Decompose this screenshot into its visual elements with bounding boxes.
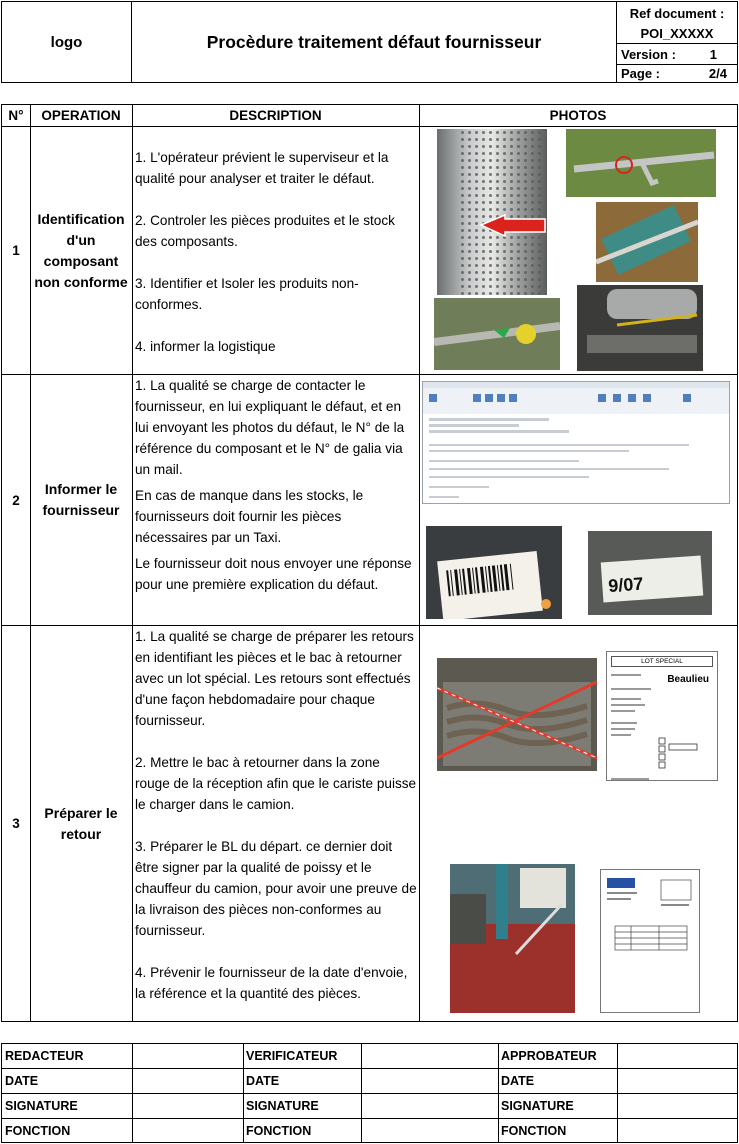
approval-row <box>2 1044 737 1069</box>
description-step: 4. Prévenir le fournisseur de la date d'envoie, la référence et la quantité des pièces. <box>135 965 408 1001</box>
date-label: DATE <box>5 1074 39 1088</box>
header-operation: OPERATION <box>30 105 132 127</box>
red-zone-drawing <box>450 864 575 1013</box>
photo-component-closeup <box>596 202 698 282</box>
delivery-note-drawing <box>601 870 700 1013</box>
approval-row <box>2 1119 737 1144</box>
red-arrow-icon <box>437 129 547 295</box>
verificateur-label: VERIFICATEUR <box>246 1049 338 1063</box>
description-step: Le fournisseur doit nous envoyer une réponse pour une première explication du défaut. <box>135 556 412 592</box>
approval-row <box>2 1094 737 1119</box>
header-photos: PHOTOS <box>419 105 737 127</box>
page-row <box>617 65 737 83</box>
document-header <box>1 1 738 83</box>
description-step: 1. La qualité se charge de préparer les retours en identifiant les pièces et le bac à retourner avec un lot spécial. Les retours sont effectués d'une façon hebdomadaire pour chaque fournisseur. <box>135 629 414 728</box>
description-step: En cas de manque dans les stocks, le fournisseurs doit fournir les pièces nécessaires par un Taxi. <box>135 488 364 545</box>
assembly-drawing <box>434 298 560 370</box>
photo-return-crate <box>437 658 597 771</box>
ref-value: POI_XXXXX <box>617 24 737 44</box>
signature-label: SIGNATURE <box>5 1099 78 1113</box>
machine-drawing <box>577 285 703 371</box>
document-reference-block <box>617 2 737 82</box>
rod-drawing <box>566 129 716 197</box>
version-value: 1 <box>709 47 717 62</box>
photo-part-label <box>588 531 712 615</box>
document-title: Procèdure traitement défaut fournisseur <box>132 2 617 82</box>
signature-label: SIGNATURE <box>246 1099 319 1113</box>
sheet-form-drawing <box>607 670 718 781</box>
version-row <box>617 44 737 65</box>
barcode-label-drawing <box>426 526 562 619</box>
photo-email-screenshot <box>422 381 730 504</box>
crate-drawing <box>437 658 597 771</box>
row-number: 1 <box>12 243 20 258</box>
page-value: 2/4 <box>708 66 727 81</box>
description-step: 2. Mettre le bac à retourner dans la zone rouge de la réception afin que le cariste puisse le charger dans le camion. <box>135 755 417 812</box>
column-divider <box>419 105 420 1021</box>
ref-label: Ref document : <box>629 6 725 21</box>
date-label: DATE <box>501 1074 535 1088</box>
signature-label: SIGNATURE <box>501 1099 574 1113</box>
closeup-drawing <box>596 202 698 282</box>
approval-row <box>2 1069 737 1094</box>
email-drawing <box>423 382 730 504</box>
description-step: 1. La qualité se charge de contacter le fournisseur, en lui expliquant le défaut, et en lui envoyant les photos du défaut, le N° de la référence du composant et le N° de galia via un mail. <box>135 378 405 477</box>
photo-assembly-yellow <box>434 298 560 370</box>
version-label: Version : <box>621 47 676 62</box>
photo-perforated-part <box>437 129 547 295</box>
photo-delivery-note <box>600 869 700 1013</box>
header-description: DESCRIPTION <box>132 105 419 127</box>
label-number: 9/07 <box>607 573 645 597</box>
operation-description <box>132 147 419 374</box>
photo-special-lot-sheet <box>606 651 718 781</box>
approval-table <box>1 1043 738 1143</box>
operation-title: Préparer le retour <box>44 804 118 842</box>
photo-part-on-machine <box>577 285 703 371</box>
approbateur-label: APPROBATEUR <box>501 1049 597 1063</box>
procedure-table <box>1 104 738 1022</box>
sheet-title: LOT SPECIAL <box>611 656 713 667</box>
sheet-brand: Beaulieu <box>667 674 709 685</box>
header-number: N° <box>2 105 30 127</box>
operation-description <box>132 626 419 1021</box>
operation-title: Identification d'un composant non conforme <box>34 210 128 290</box>
fonction-label: FONCTION <box>501 1124 567 1138</box>
fonction-label: FONCTION <box>5 1124 71 1138</box>
operation-title: Informer le fournisseur <box>42 481 120 518</box>
description-step: 4. informer la logistique <box>135 339 276 354</box>
date-label: DATE <box>246 1074 280 1088</box>
page-label: Page : <box>621 66 661 81</box>
description-step: 1. L'opérateur prévient le superviseur et la qualité pour analyser et traiter le défaut. <box>135 150 389 186</box>
photo-barcode-label <box>426 526 562 619</box>
photo-rod-component <box>566 129 716 197</box>
operation-description <box>132 375 419 625</box>
description-step: 3. Préparer le BL du départ. ce dernier doit être signer par la qualité de poissy et le chauffeur du camion, pour avoir une preuve de la livraison des pièces non-conformes au fournisseur. <box>135 839 417 938</box>
description-step: 2. Controler les pièces produites et le stock des composants. <box>135 213 395 249</box>
row-number: 3 <box>12 816 20 831</box>
photo-red-zone <box>450 864 575 1013</box>
description-step: 3. Identifier et Isoler les produits non-conformes. <box>135 276 359 312</box>
fonction-label: FONCTION <box>246 1124 312 1138</box>
logo-placeholder: logo <box>2 2 132 82</box>
row-number: 2 <box>12 492 20 508</box>
redacteur-label: REDACTEUR <box>5 1049 84 1063</box>
part-label-drawing <box>588 531 712 615</box>
